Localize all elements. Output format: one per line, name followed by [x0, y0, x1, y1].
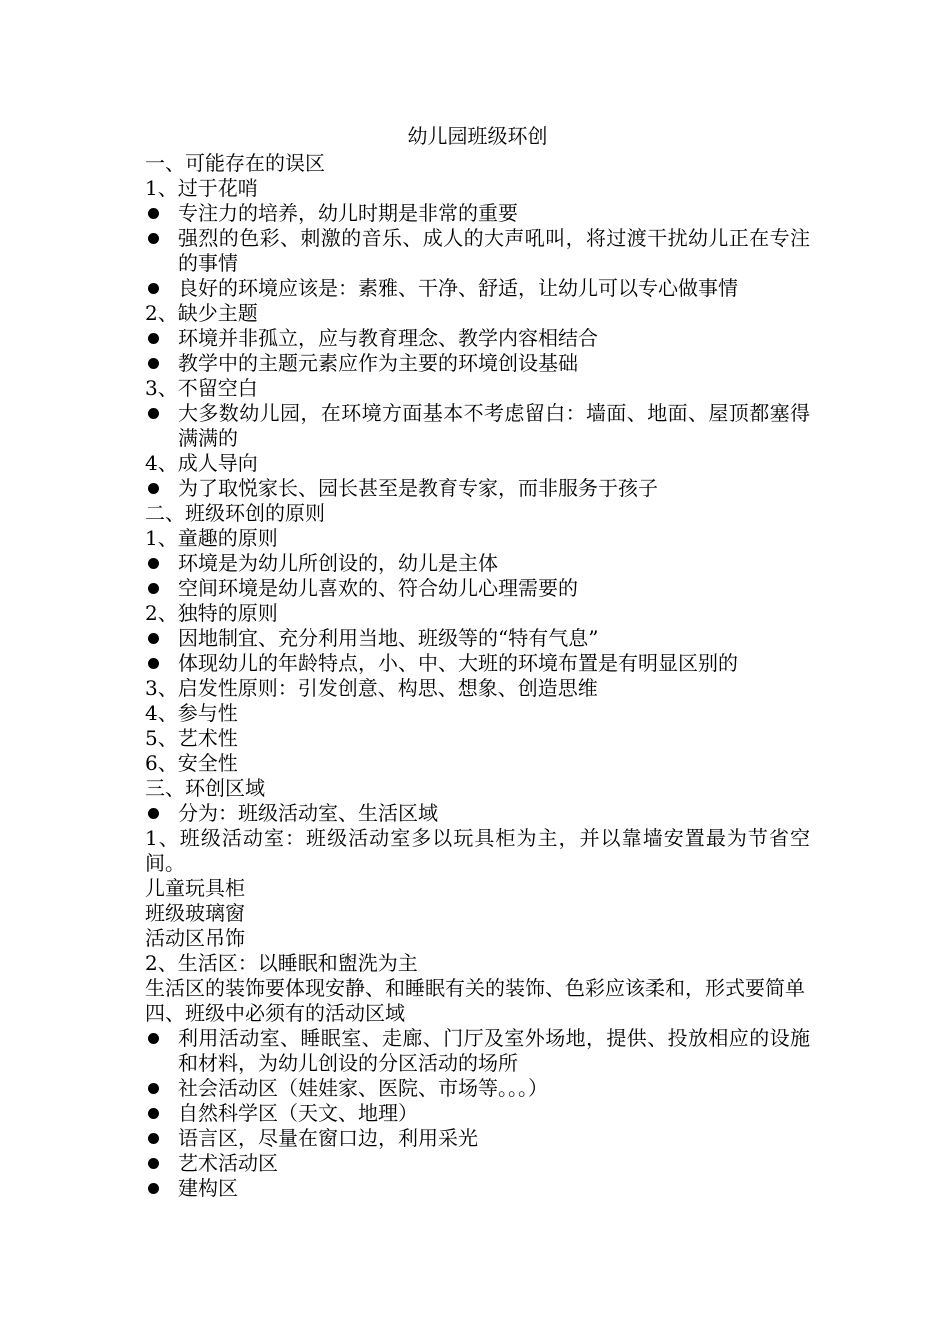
text-line: 2、生活区：以睡眠和盥洗为主 — [145, 951, 418, 975]
bullet-item — [145, 576, 810, 601]
bullet-dot-icon — [145, 1076, 178, 1101]
bullet-text: 环境是为幼儿所创设的，幼儿是主体 — [178, 551, 498, 575]
bullet-item — [145, 326, 810, 351]
bullet-dot-icon — [145, 351, 178, 376]
bullet-dot-icon — [145, 1101, 178, 1126]
bullet-text: 大多数幼儿园，在环境方面基本不考虑留白：墙面、地面、屋顶都塞得满满的 — [178, 401, 810, 450]
text-line: 1、过于花哨 — [145, 176, 258, 200]
bullet-dot-icon — [145, 651, 178, 676]
bullet-text: 体现幼儿的年龄特点，小、中、大班的环境布置是有明显区别的 — [178, 651, 738, 675]
bullet-dot-icon — [145, 576, 178, 601]
bullet-item — [145, 1101, 810, 1126]
text-line: 三、环创区域 — [145, 776, 265, 800]
text-line: 2、独特的原则 — [145, 601, 278, 625]
bullet-item — [145, 1151, 810, 1176]
document-body — [145, 121, 810, 1201]
text-line: 4、参与性 — [145, 701, 238, 725]
bullet-text: 艺术活动区 — [178, 1151, 278, 1175]
bullet-text: 分为：班级活动室、生活区域 — [178, 801, 438, 825]
bullet-item — [145, 801, 810, 826]
text-line: 4、成人导向 — [145, 451, 258, 475]
bullet-dot-icon — [145, 1026, 178, 1051]
bullet-item — [145, 226, 810, 276]
bullet-text: 语言区，尽量在窗口边，利用采光 — [178, 1126, 478, 1150]
bullet-item — [145, 201, 810, 226]
text-line: 3、不留空白 — [145, 376, 258, 400]
bullet-dot-icon — [145, 326, 178, 351]
bullet-text: 强烈的色彩、刺激的音乐、成人的大声吼叫，将过渡干扰幼儿正在专注的事情 — [178, 226, 810, 275]
bullet-item — [145, 276, 810, 301]
bullet-dot-icon — [145, 401, 178, 426]
text-line: 6、安全性 — [145, 751, 238, 775]
bullet-text: 社会活动区（娃娃家、医院、市场等。。。） — [178, 1076, 548, 1100]
document-title: 幼儿园班级环创 — [407, 124, 548, 148]
text-line: 儿童玩具柜 — [145, 876, 245, 900]
text-line: 一、可能存在的误区 — [145, 151, 325, 175]
bullet-item — [145, 476, 810, 501]
bullet-item — [145, 551, 810, 576]
bullet-dot-icon — [145, 1151, 178, 1176]
bullet-text: 教学中的主题元素应作为主要的环境创设基础 — [178, 351, 578, 375]
bullet-item — [145, 1026, 810, 1076]
bullet-item — [145, 1076, 810, 1101]
bullet-text: 建构区 — [178, 1176, 238, 1200]
bullet-text: 为了取悦家长、园长甚至是教育专家，而非服务于孩子 — [178, 476, 658, 500]
bullet-item — [145, 651, 810, 676]
text-line: 3、启发性原则：引发创意、构思、想象、创造思维 — [145, 676, 598, 700]
bullet-dot-icon — [145, 801, 178, 826]
text-line: 生活区的装饰要体现安静、和睡眠有关的装饰、色彩应该柔和，形式要简单 — [145, 976, 805, 1000]
bullet-dot-icon — [145, 226, 178, 251]
text-line: 二、班级环创的原则 — [145, 501, 325, 525]
text-line: 四、班级中必须有的活动区域 — [145, 1001, 405, 1025]
bullet-text: 自然科学区（天文、地理） — [178, 1101, 418, 1125]
bullet-item — [145, 1126, 810, 1151]
text-line: 活动区吊饰 — [145, 926, 245, 950]
bullet-text: 空间环境是幼儿喜欢的、符合幼儿心理需要的 — [178, 576, 578, 600]
bullet-dot-icon — [145, 551, 178, 576]
bullet-dot-icon — [145, 276, 178, 301]
bullet-item — [145, 351, 810, 376]
bullet-dot-icon — [145, 1126, 178, 1151]
bullet-text: 环境并非孤立，应与教育理念、教学内容相结合 — [178, 326, 598, 350]
bullet-text: 因地制宜、充分利用当地、班级等的“特有气息” — [178, 626, 599, 650]
text-line: 1、童趣的原则 — [145, 526, 278, 550]
bullet-item — [145, 401, 810, 451]
bullet-dot-icon — [145, 476, 178, 501]
bullet-text: 良好的环境应该是：素雅、干净、舒适，让幼儿可以专心做事情 — [178, 276, 738, 300]
bullet-item — [145, 626, 810, 651]
bullet-item — [145, 1176, 810, 1201]
text-line: 5、艺术性 — [145, 726, 238, 750]
bullet-dot-icon — [145, 1176, 178, 1201]
text-line: 1、班级活动室：班级活动室多以玩具柜为主，并以靠墙安置最为节省空间。 — [145, 826, 810, 875]
text-line: 2、缺少主题 — [145, 301, 258, 325]
bullet-text: 专注力的培养，幼儿时期是非常的重要 — [178, 201, 518, 225]
bullet-dot-icon — [145, 201, 178, 226]
bullet-text: 利用活动室、睡眠室、走廊、门厅及室外场地，提供、投放相应的设施和材料，为幼儿创设的分区活动的场所 — [178, 1026, 810, 1075]
bullet-dot-icon — [145, 626, 178, 651]
text-line: 班级玻璃窗 — [145, 901, 245, 925]
